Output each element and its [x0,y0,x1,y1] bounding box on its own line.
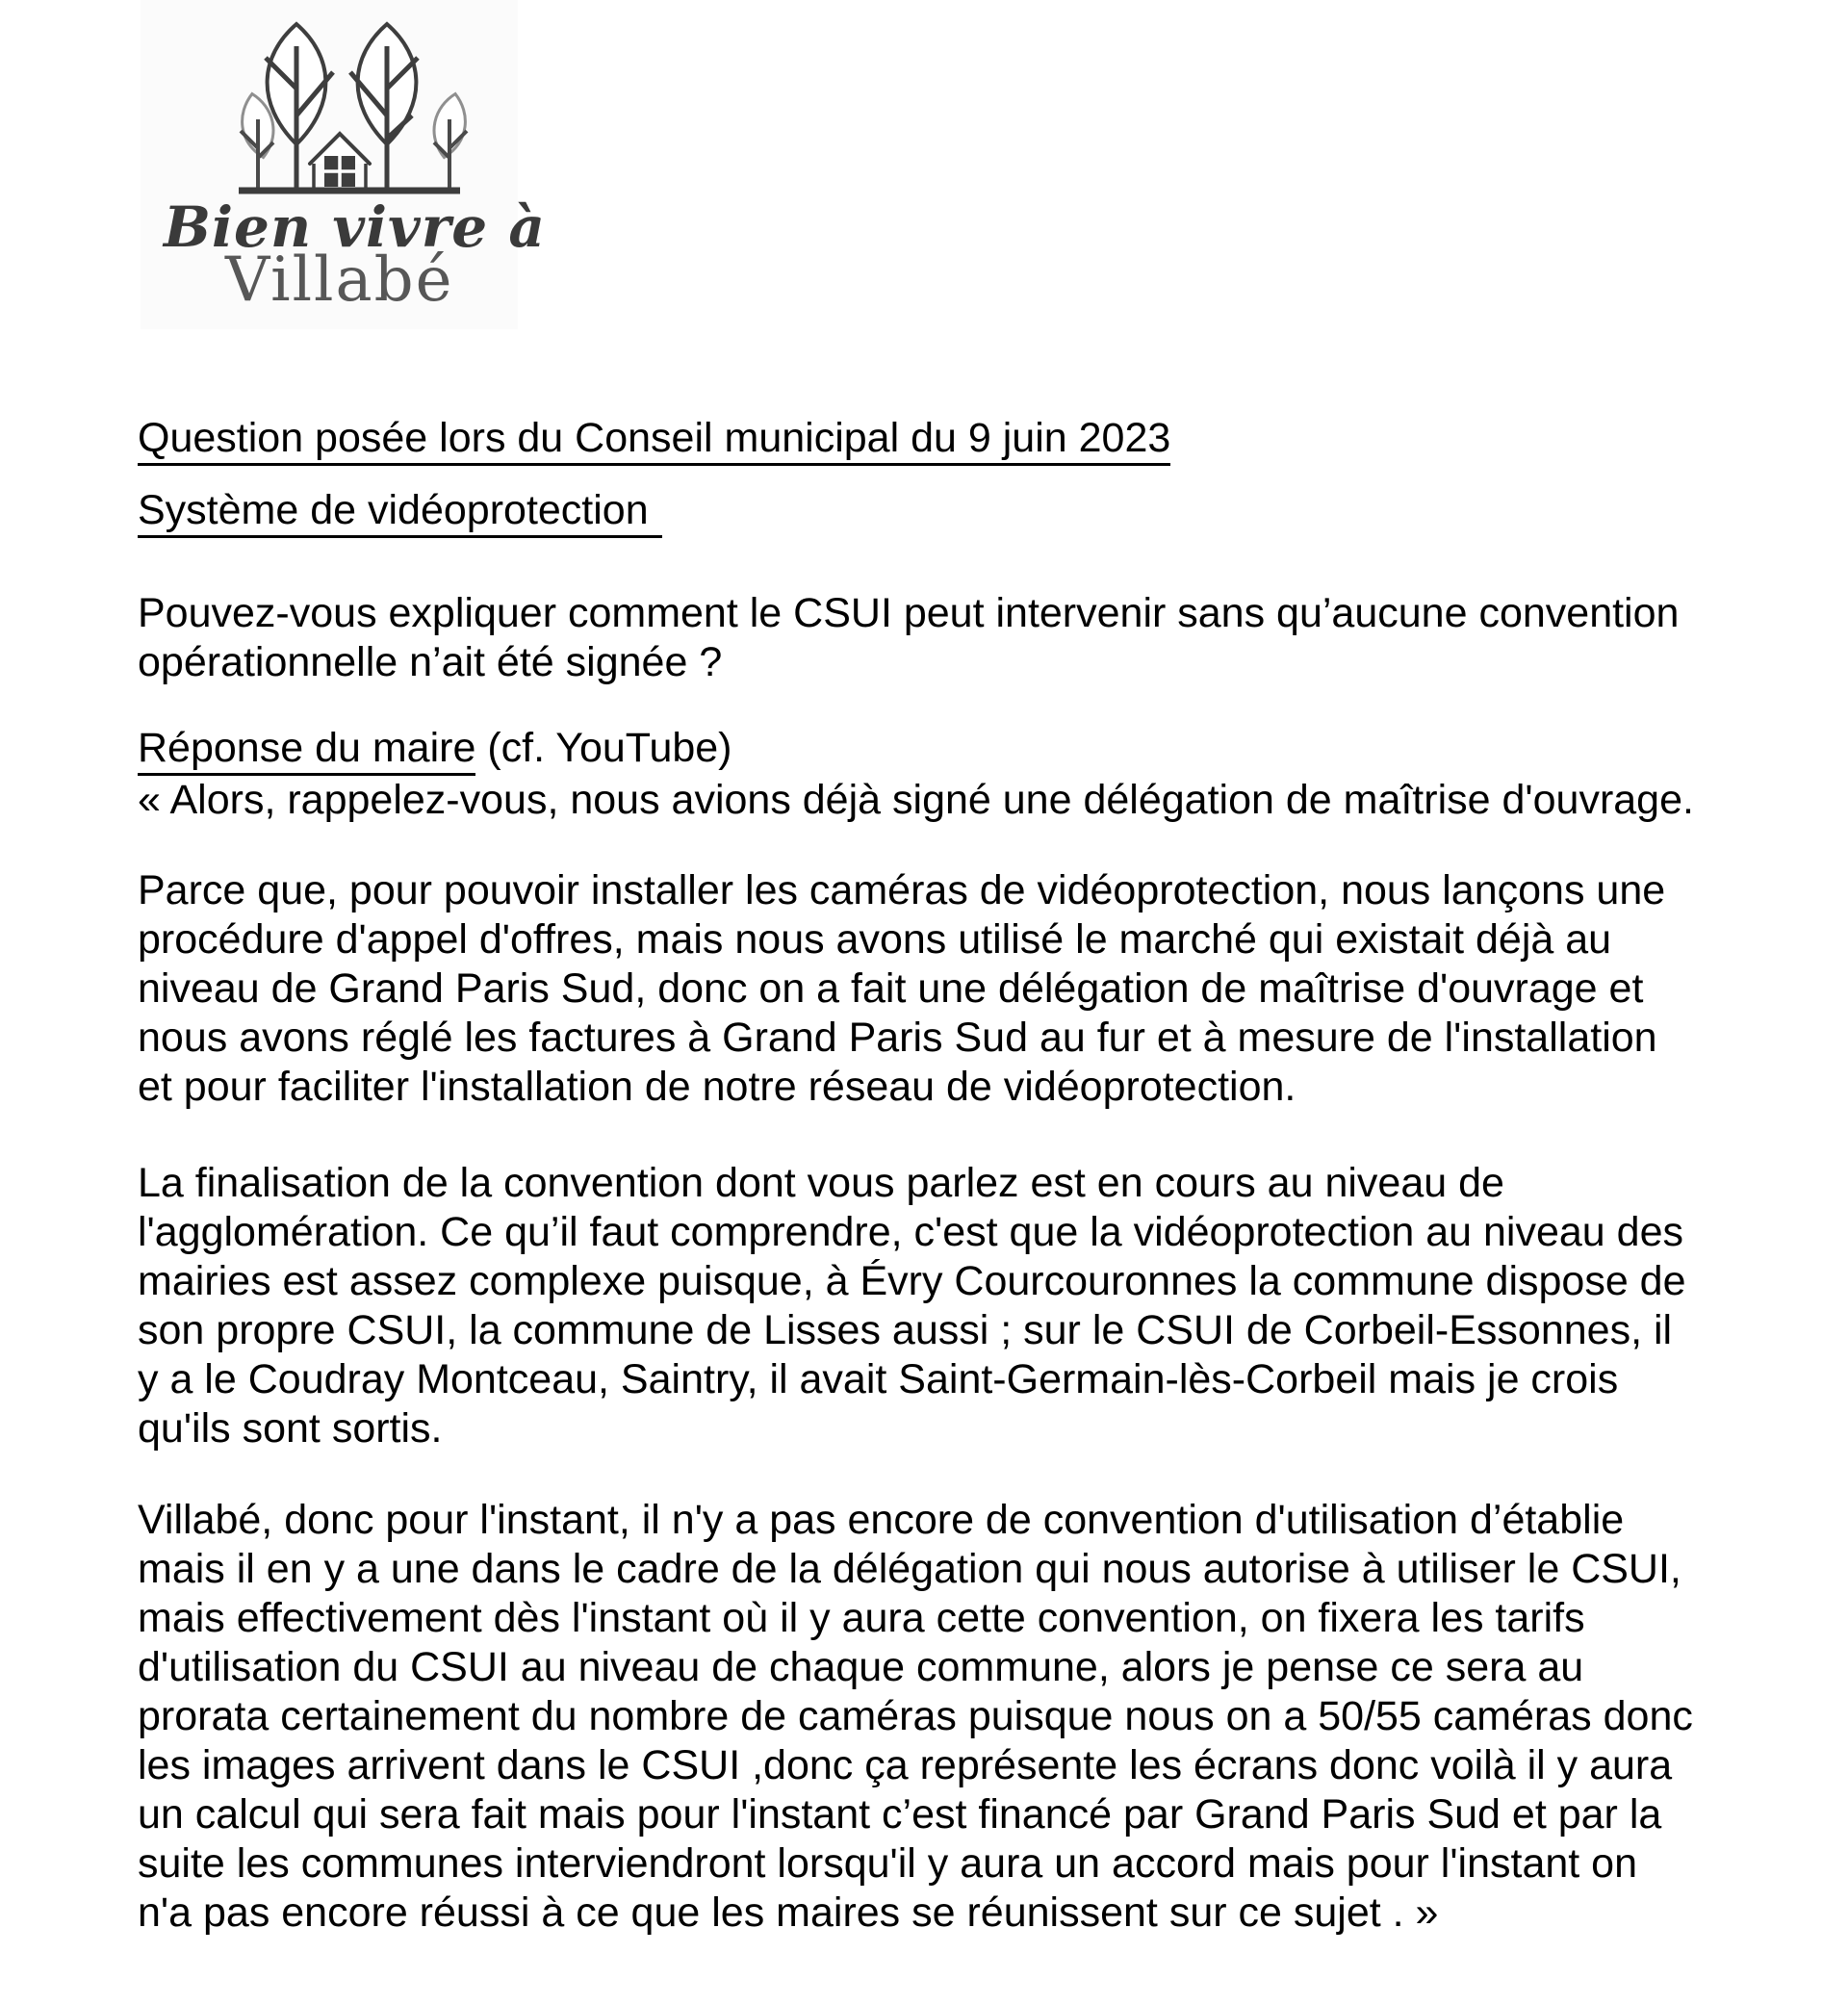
text-line: qu'ils sont sortis. [138,1405,443,1452]
text-line: Villabé, donc pour l'instant, il n'y a pas encore de convention d'utilisation d’établie [138,1497,1625,1543]
answer-paragraph-2 [138,866,1665,1112]
text-line: procédure d'appel d'offres, mais nous avons utilisé le marché qui existait déjà au [138,916,1612,963]
text-line: l'agglomération. Ce qu’il faut comprendre, c'est que la vidéoprotection au niveau des [138,1209,1683,1255]
text-line: Pouvez-vous expliquer comment le CSUI peut intervenir sans qu’aucune convention [138,590,1680,636]
logo-tagline: Bien vivre à [164,194,546,260]
text-line: n'a pas encore réussi à ce que les maires se réunissent sur ce sujet . » [138,1889,1439,1936]
text-line: y a le Coudray Montceau, Saintry, il avait Saint-Germain-lès-Corbeil mais je crois [138,1356,1619,1402]
text-line: suite les communes interviendront lorsqu'il y aura un accord mais pour l'instant on [138,1840,1638,1887]
answer-intro-line: « Alors, rappelez-vous, nous avions déjà signé une délégation de maîtrise d'ouvrage. [138,777,1694,823]
text-line: prorata certainement du nombre de caméras puisque nous on a 50/55 caméras donc [138,1693,1693,1739]
trees-and-house-icon [164,12,500,204]
question-paragraph [138,589,1679,687]
municipal-logo [164,12,546,329]
document-title [138,414,1170,466]
answer-heading [138,724,1694,776]
text-line: un calcul qui sera fait mais pour l'instant c’est financé par Grand Paris Sud et par la [138,1791,1662,1838]
answer-heading-suffix: (cf. YouTube) [475,725,732,771]
answer-block [138,724,1694,825]
text-line: La finalisation de la convention dont vous parlez est en cours au niveau de [138,1160,1504,1206]
text-line: nous avons réglé les factures à Grand Paris Sud au fur et à mesure de l'installation [138,1015,1657,1061]
answer-paragraph-3 [138,1159,1686,1453]
document-subtitle [138,486,662,538]
document-title-block [138,414,1170,466]
text-line: d'utilisation du CSUI au niveau de chaque commune, alors je pense ce sera au [138,1644,1584,1690]
text-line: mais effectivement dès l'instant où il y aura cette convention, on fixera les tarifs [138,1595,1585,1641]
text-line: son propre CSUI, la commune de Lisses aussi ; sur le CSUI de Corbeil-Essonnes, il [138,1307,1673,1353]
document-title-text: Question posée lors du Conseil municipal du 9 juin 2023 [138,414,1170,466]
text-line: mais il en y a une dans le cadre de la délégation qui nous autorise à utiliser le CSUI, [138,1546,1681,1592]
answer-paragraph-4 [138,1496,1693,1938]
text-line: les images arrivent dans le CSUI ,donc ça représente les écrans donc voilà il y aura [138,1742,1673,1788]
text-line: Parce que, pour pouvoir installer les caméras de vidéoprotection, nous lançons une [138,867,1666,913]
document-subtitle-text: Système de vidéoprotection [138,486,662,538]
text-line: opérationnelle n’ait été signée ? [138,639,723,685]
answer-heading-underlined: Réponse du maire [138,724,475,776]
document-subtitle-block [138,486,662,538]
text-line: mairies est assez complexe puisque, à Évry Courcouronnes la commune dispose de [138,1258,1686,1304]
text-line: niveau de Grand Paris Sud, donc on a fait une délégation de maîtrise d'ouvrage et [138,965,1644,1012]
logo-town-name: Villabé [225,244,454,316]
text-line: et pour faciliter l'installation de notre réseau de vidéoprotection. [138,1064,1296,1110]
